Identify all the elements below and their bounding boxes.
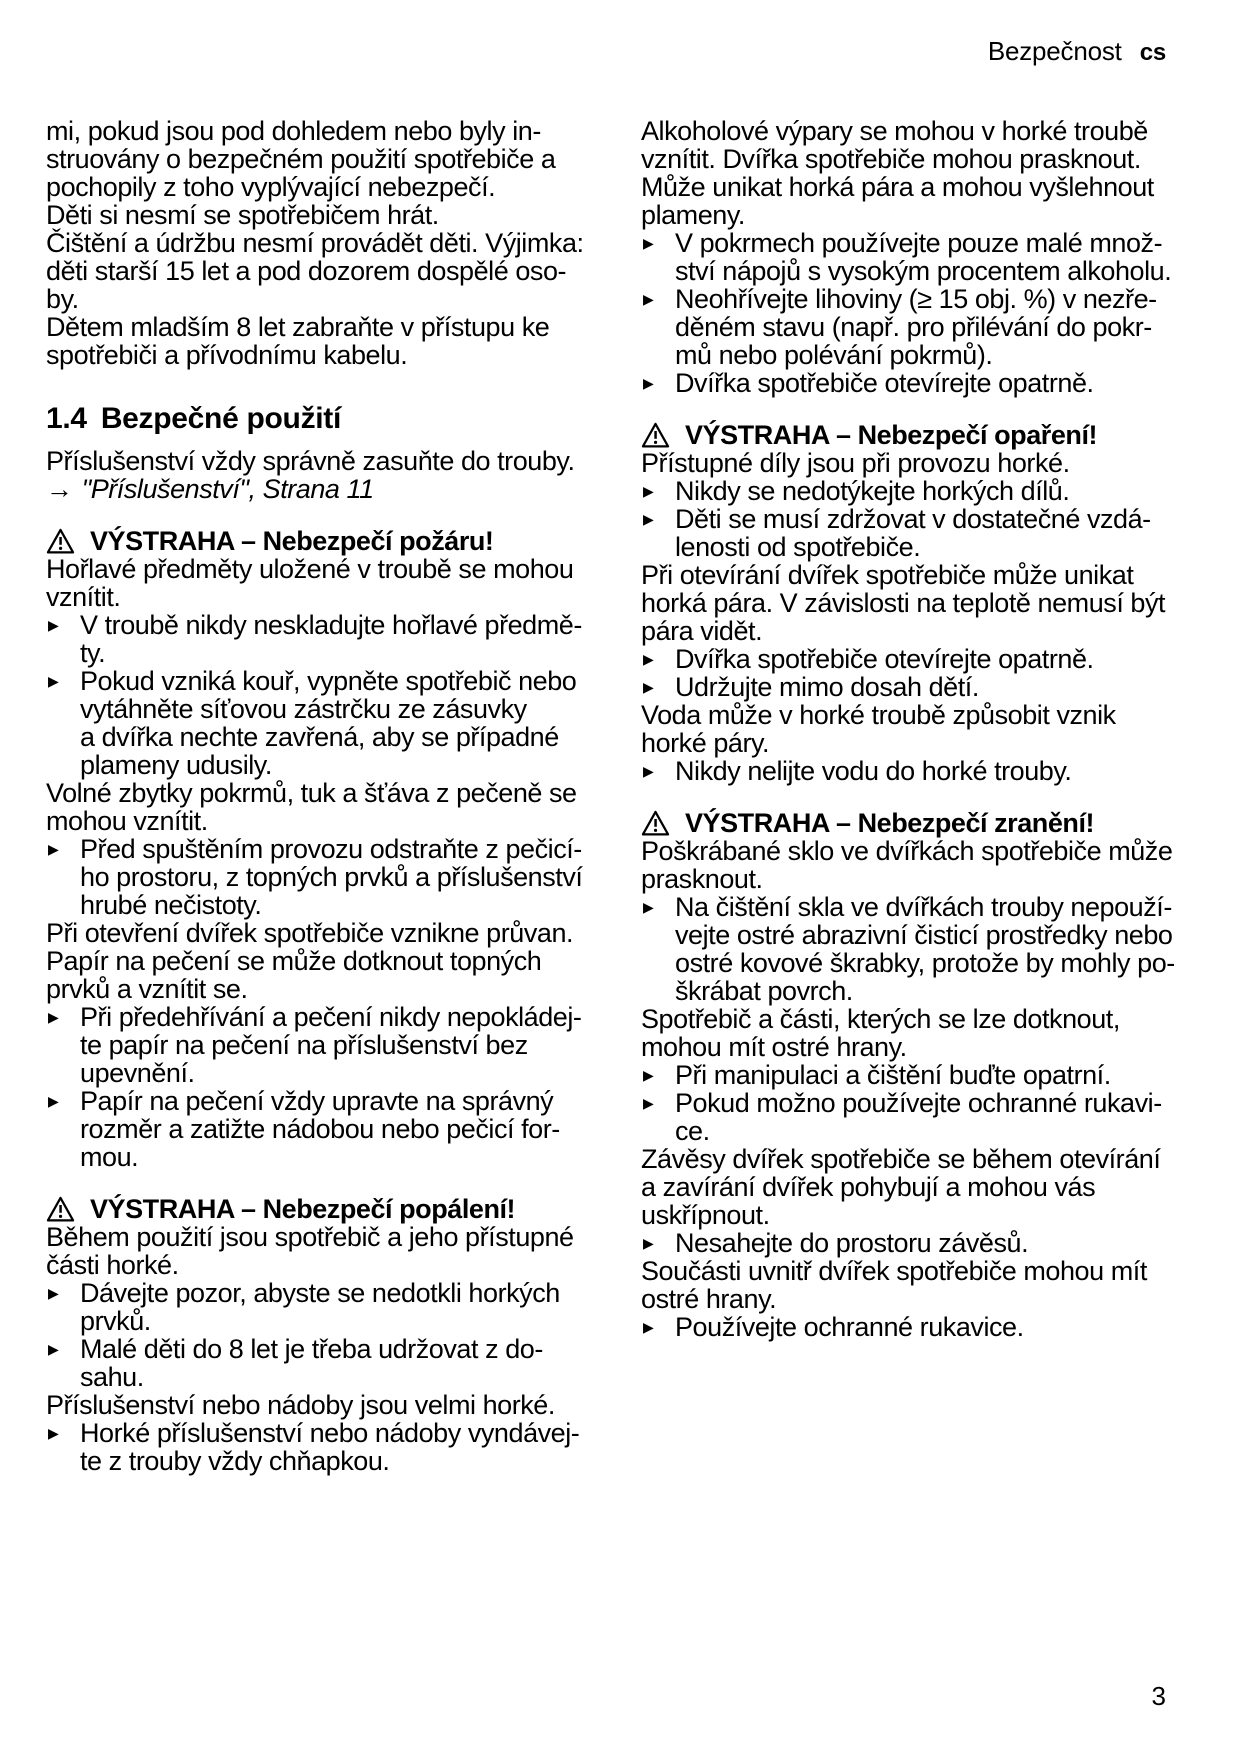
text-line: a dvířka nechte zavřená, aby se případné <box>80 722 559 752</box>
text-line: mi, pokud jsou pod dohledem nebo byly in- <box>46 116 541 146</box>
bullet-item <box>46 1087 571 1171</box>
text-line: Horké příslušenství nebo nádoby vyndávej- <box>80 1418 580 1448</box>
header-language-code: cs <box>1139 39 1166 66</box>
bullet-item <box>641 285 1166 369</box>
text-line: Spotřebič a části, kterých se lze dotknout, <box>641 1004 1120 1034</box>
bullet-text <box>80 1002 582 1088</box>
paragraph <box>46 918 574 1004</box>
bullet-triangle-icon: ▶ <box>643 651 654 667</box>
text-line: děném stavu (např. pro přilévání do pokr- <box>675 312 1152 342</box>
paragraph <box>641 701 1166 757</box>
bullet-item <box>46 1335 571 1391</box>
bullet-triangle-icon: ▶ <box>643 763 654 779</box>
bullet-text <box>675 1229 1028 1257</box>
text-line: Na čištění skla ve dvířkách trouby nepouží- <box>675 892 1172 922</box>
bullet-text <box>675 1313 1024 1341</box>
bullet-triangle-icon: ▶ <box>48 1341 59 1357</box>
text-line: ství nápojů s vysokým procentem alkoholu. <box>675 256 1172 286</box>
bullet-item <box>46 610 582 668</box>
section-heading <box>46 403 571 435</box>
text-line: uskřípnout. <box>641 1200 770 1230</box>
bullet-item <box>641 1089 1166 1145</box>
bullet-item <box>46 834 583 920</box>
text-line: Používejte ochranné rukavice. <box>675 1312 1024 1342</box>
text-line: vznítit. Dvířka spotřebiče mohou prasknout. <box>641 144 1141 174</box>
text-line: mou. <box>80 1142 139 1172</box>
paragraph <box>46 1222 574 1280</box>
text-line: Může unikat horká pára a mohou vyšlehnout <box>641 172 1154 202</box>
bullet-triangle-icon: ▶ <box>48 1009 59 1025</box>
bullet-text <box>675 1061 1111 1089</box>
bullet-triangle-icon: ▶ <box>643 1319 654 1335</box>
bullet-text <box>80 1335 543 1391</box>
warning-heading-label: VÝSTRAHA – Nebezpečí opaření! <box>685 420 1098 450</box>
text-line: škrábat povrch. <box>675 976 853 1006</box>
text-line: Během použití jsou spotřebič a jeho přístupné <box>46 1222 574 1252</box>
text-line: prasknout. <box>641 864 763 894</box>
right-column <box>641 116 1175 1475</box>
text-line: Závěsy dvířek spotřebiče se během otevírání <box>641 1144 1161 1174</box>
text-line: mohou vznítit. <box>46 806 208 836</box>
text-line: plameny. <box>641 200 745 230</box>
text-line: Před spuštěním provozu odstraňte z pečicí- <box>80 834 582 864</box>
text-line: Udržujte mimo dosah dětí. <box>675 672 979 702</box>
arrow-right-icon: → <box>46 474 73 504</box>
text-line: Pokud možno používejte ochranné rukavi- <box>675 1088 1162 1118</box>
section-title: Bezpečné použití <box>100 402 342 435</box>
bullet-triangle-icon: ▶ <box>643 1095 654 1111</box>
bullet-text <box>675 477 1069 505</box>
bullet-item <box>641 369 1166 397</box>
text-line: V troubě nikdy neskladujte hořlavé předmě- <box>80 610 582 640</box>
text-line: hrubé nečistoty. <box>80 890 262 920</box>
warning-heading-label: VÝSTRAHA – Nebezpečí popálení! <box>90 1194 516 1224</box>
text-line: Nikdy nelijte vodu do horké trouby. <box>675 756 1072 786</box>
text-line: Při otevření dvířek spotřebiče vznikne průvan. <box>46 918 574 948</box>
text-line: Nesahejte do prostoru závěsů. <box>675 1228 1029 1258</box>
text-line: V pokrmech používejte pouze malé množ- <box>675 228 1163 258</box>
paragraph <box>46 201 571 229</box>
bullet-triangle-icon: ▶ <box>48 1425 59 1441</box>
bullet-triangle-icon: ▶ <box>643 375 654 391</box>
text-line: Hořlavé předměty uložené v troubě se mohou <box>46 554 574 584</box>
bullet-text <box>675 645 1094 673</box>
text-line: vytáhněte síťovou zástrčku ze zásuvky <box>80 694 527 724</box>
bullet-triangle-icon: ▶ <box>643 1067 654 1083</box>
warning-heading-label: VÝSTRAHA – Nebezpečí požáru! <box>90 526 494 556</box>
paragraph <box>46 778 577 836</box>
bullet-triangle-icon: ▶ <box>643 291 654 307</box>
text-line: Dvířka spotřebiče otevírejte opatrně. <box>675 644 1094 674</box>
bullet-text <box>675 505 1151 561</box>
bullet-text <box>675 1089 1162 1145</box>
bullet-triangle-icon: ▶ <box>48 1093 59 1109</box>
bullet-item <box>46 1002 582 1088</box>
bullet-text <box>675 285 1157 369</box>
bullet-text <box>675 228 1172 286</box>
text-line: Dětem mladším 8 let zabraňte v přístupu ke <box>46 312 550 342</box>
bullet-text <box>80 1279 560 1335</box>
text-line: te z trouby vždy chňapkou. <box>80 1446 390 1476</box>
text-line: pára vidět. <box>641 616 763 646</box>
text-line: Nikdy se nedotýkejte horkých dílů. <box>675 476 1070 506</box>
text-line: spotřebiči a přívodnímu kabelu. <box>46 340 408 370</box>
text-line: Příslušenství vždy správně zasuňte do trouby. <box>46 446 575 476</box>
bullet-item <box>641 505 1166 561</box>
paragraph <box>641 449 1166 477</box>
warning-triangle-icon <box>641 810 670 836</box>
warning-triangle-icon <box>641 422 670 448</box>
text-line: vznítit. <box>46 582 121 612</box>
page-number: 3 <box>1151 1681 1166 1711</box>
bullet-item <box>641 757 1166 785</box>
text-line: mohou mít ostré hrany. <box>641 1032 907 1062</box>
bullet-text <box>80 1418 580 1476</box>
bullet-triangle-icon: ▶ <box>643 899 654 915</box>
text-line: vejte ostré abrazivní čisticí prostředky nebo <box>675 920 1173 950</box>
text-line: Papír na pečení vždy upravte na správný <box>80 1086 554 1116</box>
text-line: prvků a vznítit se. <box>46 974 248 1004</box>
text-line: ce. <box>675 1116 710 1146</box>
paragraph <box>46 1391 571 1419</box>
bullet-triangle-icon: ▶ <box>643 483 654 499</box>
bullet-triangle-icon: ▶ <box>48 1285 59 1301</box>
reference-text: "Příslušenství", Strana 11 <box>81 474 374 504</box>
text-line: upevnění. <box>80 1058 195 1088</box>
text-line: ho prostoru, z topných prvků a příslušenství <box>80 862 583 892</box>
bullet-text <box>675 673 979 701</box>
text-line: rozměr a zatižte nádobou nebo pečicí for- <box>80 1114 560 1144</box>
bullet-item <box>641 1061 1166 1089</box>
text-line: Při předehřívání a pečení nikdy nepokládej- <box>80 1002 582 1032</box>
paragraph <box>46 228 584 314</box>
text-line: Dvířka spotřebiče otevírejte opatrně. <box>675 368 1094 398</box>
bullet-item <box>46 666 577 780</box>
warning-triangle-icon <box>46 1196 75 1222</box>
bullet-triangle-icon: ▶ <box>643 511 654 527</box>
bullet-triangle-icon: ▶ <box>643 235 654 251</box>
bullet-item <box>641 892 1175 1006</box>
text-line: části horké. <box>46 1250 179 1280</box>
bullet-triangle-icon: ▶ <box>643 679 654 695</box>
paragraph <box>641 1257 1166 1313</box>
text-line: Papír na pečení se může dotknout topných <box>46 946 542 976</box>
text-line: horká pára. V závislosti na teplotě nemusí být <box>641 588 1166 618</box>
bullet-triangle-icon: ▶ <box>643 1235 654 1251</box>
text-line: Volné zbytky pokrmů, tuk a šťáva z pečeně se <box>46 778 577 808</box>
bullet-text <box>80 666 577 780</box>
paragraph <box>641 1145 1166 1229</box>
text-line: Poškrábané sklo ve dvířkách spotřebiče může <box>641 836 1173 866</box>
text-line: mů nebo polévání pokrmů). <box>675 340 993 370</box>
paragraph <box>46 554 574 612</box>
cross-reference <box>46 475 571 503</box>
bullet-item <box>641 228 1172 286</box>
bullet-item <box>46 1418 580 1476</box>
text-line: Součásti uvnitř dvířek spotřebiče mohou mít <box>641 1256 1147 1286</box>
text-line: prvků. <box>80 1306 151 1336</box>
text-line: sahu. <box>80 1362 144 1392</box>
text-line: Při otevírání dvířek spotřebiče může unikat <box>641 560 1134 590</box>
bullet-item <box>641 645 1166 673</box>
text-line: děti starší 15 let a pod dozorem dospělé oso- <box>46 256 567 286</box>
paragraph <box>641 1005 1166 1061</box>
left-column <box>46 116 584 1476</box>
bullet-item <box>641 1313 1166 1341</box>
text-line: Voda může v horké troubě způsobit vznik <box>641 700 1116 730</box>
text-line: plameny udusily. <box>80 750 272 780</box>
text-line: ty. <box>80 638 106 668</box>
content-columns <box>46 116 1175 1476</box>
paragraph <box>641 117 1166 229</box>
bullet-text <box>80 1087 560 1171</box>
text-line: Pokud vzniká kouř, vypněte spotřebič nebo <box>80 666 577 696</box>
text-line: struovány o bezpečném použití spotřebiče a <box>46 144 556 174</box>
text-line: ostré hrany. <box>641 1284 777 1314</box>
bullet-text <box>675 369 1094 397</box>
paragraph <box>46 117 571 201</box>
text-line: Přístupné díly jsou při provozu horké. <box>641 448 1070 478</box>
bullet-text <box>80 610 582 668</box>
warning-heading <box>641 809 1166 837</box>
paragraph <box>641 561 1166 645</box>
text-line: pochopily z toho vyplývající nebezpečí. <box>46 172 496 202</box>
text-line: Příslušenství nebo nádoby jsou velmi horké. <box>46 1390 555 1420</box>
text-line: horké páry. <box>641 728 770 758</box>
text-line: by. <box>46 284 79 314</box>
bullet-item <box>46 1279 571 1335</box>
paragraph <box>641 836 1173 894</box>
bullet-triangle-icon: ▶ <box>48 673 59 689</box>
bullet-triangle-icon: ▶ <box>48 617 59 633</box>
page-header <box>46 36 1166 68</box>
text-line: te papír na pečení na příslušenství bez <box>80 1030 528 1060</box>
warning-triangle-icon <box>46 528 75 554</box>
bullet-item <box>641 1229 1166 1257</box>
section-number: 1.4 <box>46 402 87 435</box>
bullet-item <box>641 673 1166 701</box>
paragraph <box>46 313 571 369</box>
warning-heading <box>46 527 571 555</box>
text-line: Děti se musí zdržovat v dostatečné vzdá- <box>675 504 1151 534</box>
text-line: lenosti od spotřebiče. <box>675 532 921 562</box>
bullet-text <box>675 892 1175 1006</box>
text-line: Čištění a údržbu nesmí provádět děti. Výjimka: <box>46 228 584 258</box>
text-line: ostré kovové škrabky, protože by mohly po- <box>675 948 1175 978</box>
text-line: Malé děti do 8 let je třeba udržovat z do- <box>80 1334 543 1364</box>
text-line: a zavírání dvířek pohybují a mohou vás <box>641 1172 1096 1202</box>
text-line: Při manipulaci a čištění buďte opatrní. <box>675 1060 1111 1090</box>
warning-heading-label: VÝSTRAHA – Nebezpečí zranění! <box>685 808 1095 838</box>
bullet-triangle-icon: ▶ <box>48 841 59 857</box>
text-line: Neohřívejte lihoviny (≥ 15 obj. %) v nezře- <box>675 284 1157 314</box>
text-line: Dávejte pozor, abyste se nedotkli horkých <box>80 1278 560 1308</box>
bullet-text <box>675 757 1071 785</box>
header-section-title: Bezpečnost <box>987 36 1122 66</box>
bullet-text <box>80 834 583 920</box>
bullet-item <box>641 477 1166 505</box>
warning-heading <box>46 1195 571 1223</box>
text-line: Alkoholové výpary se mohou v horké troubě <box>641 116 1148 146</box>
paragraph <box>46 446 575 476</box>
warning-heading <box>641 421 1166 449</box>
text-line: Děti si nesmí se spotřebičem hrát. <box>46 200 439 230</box>
